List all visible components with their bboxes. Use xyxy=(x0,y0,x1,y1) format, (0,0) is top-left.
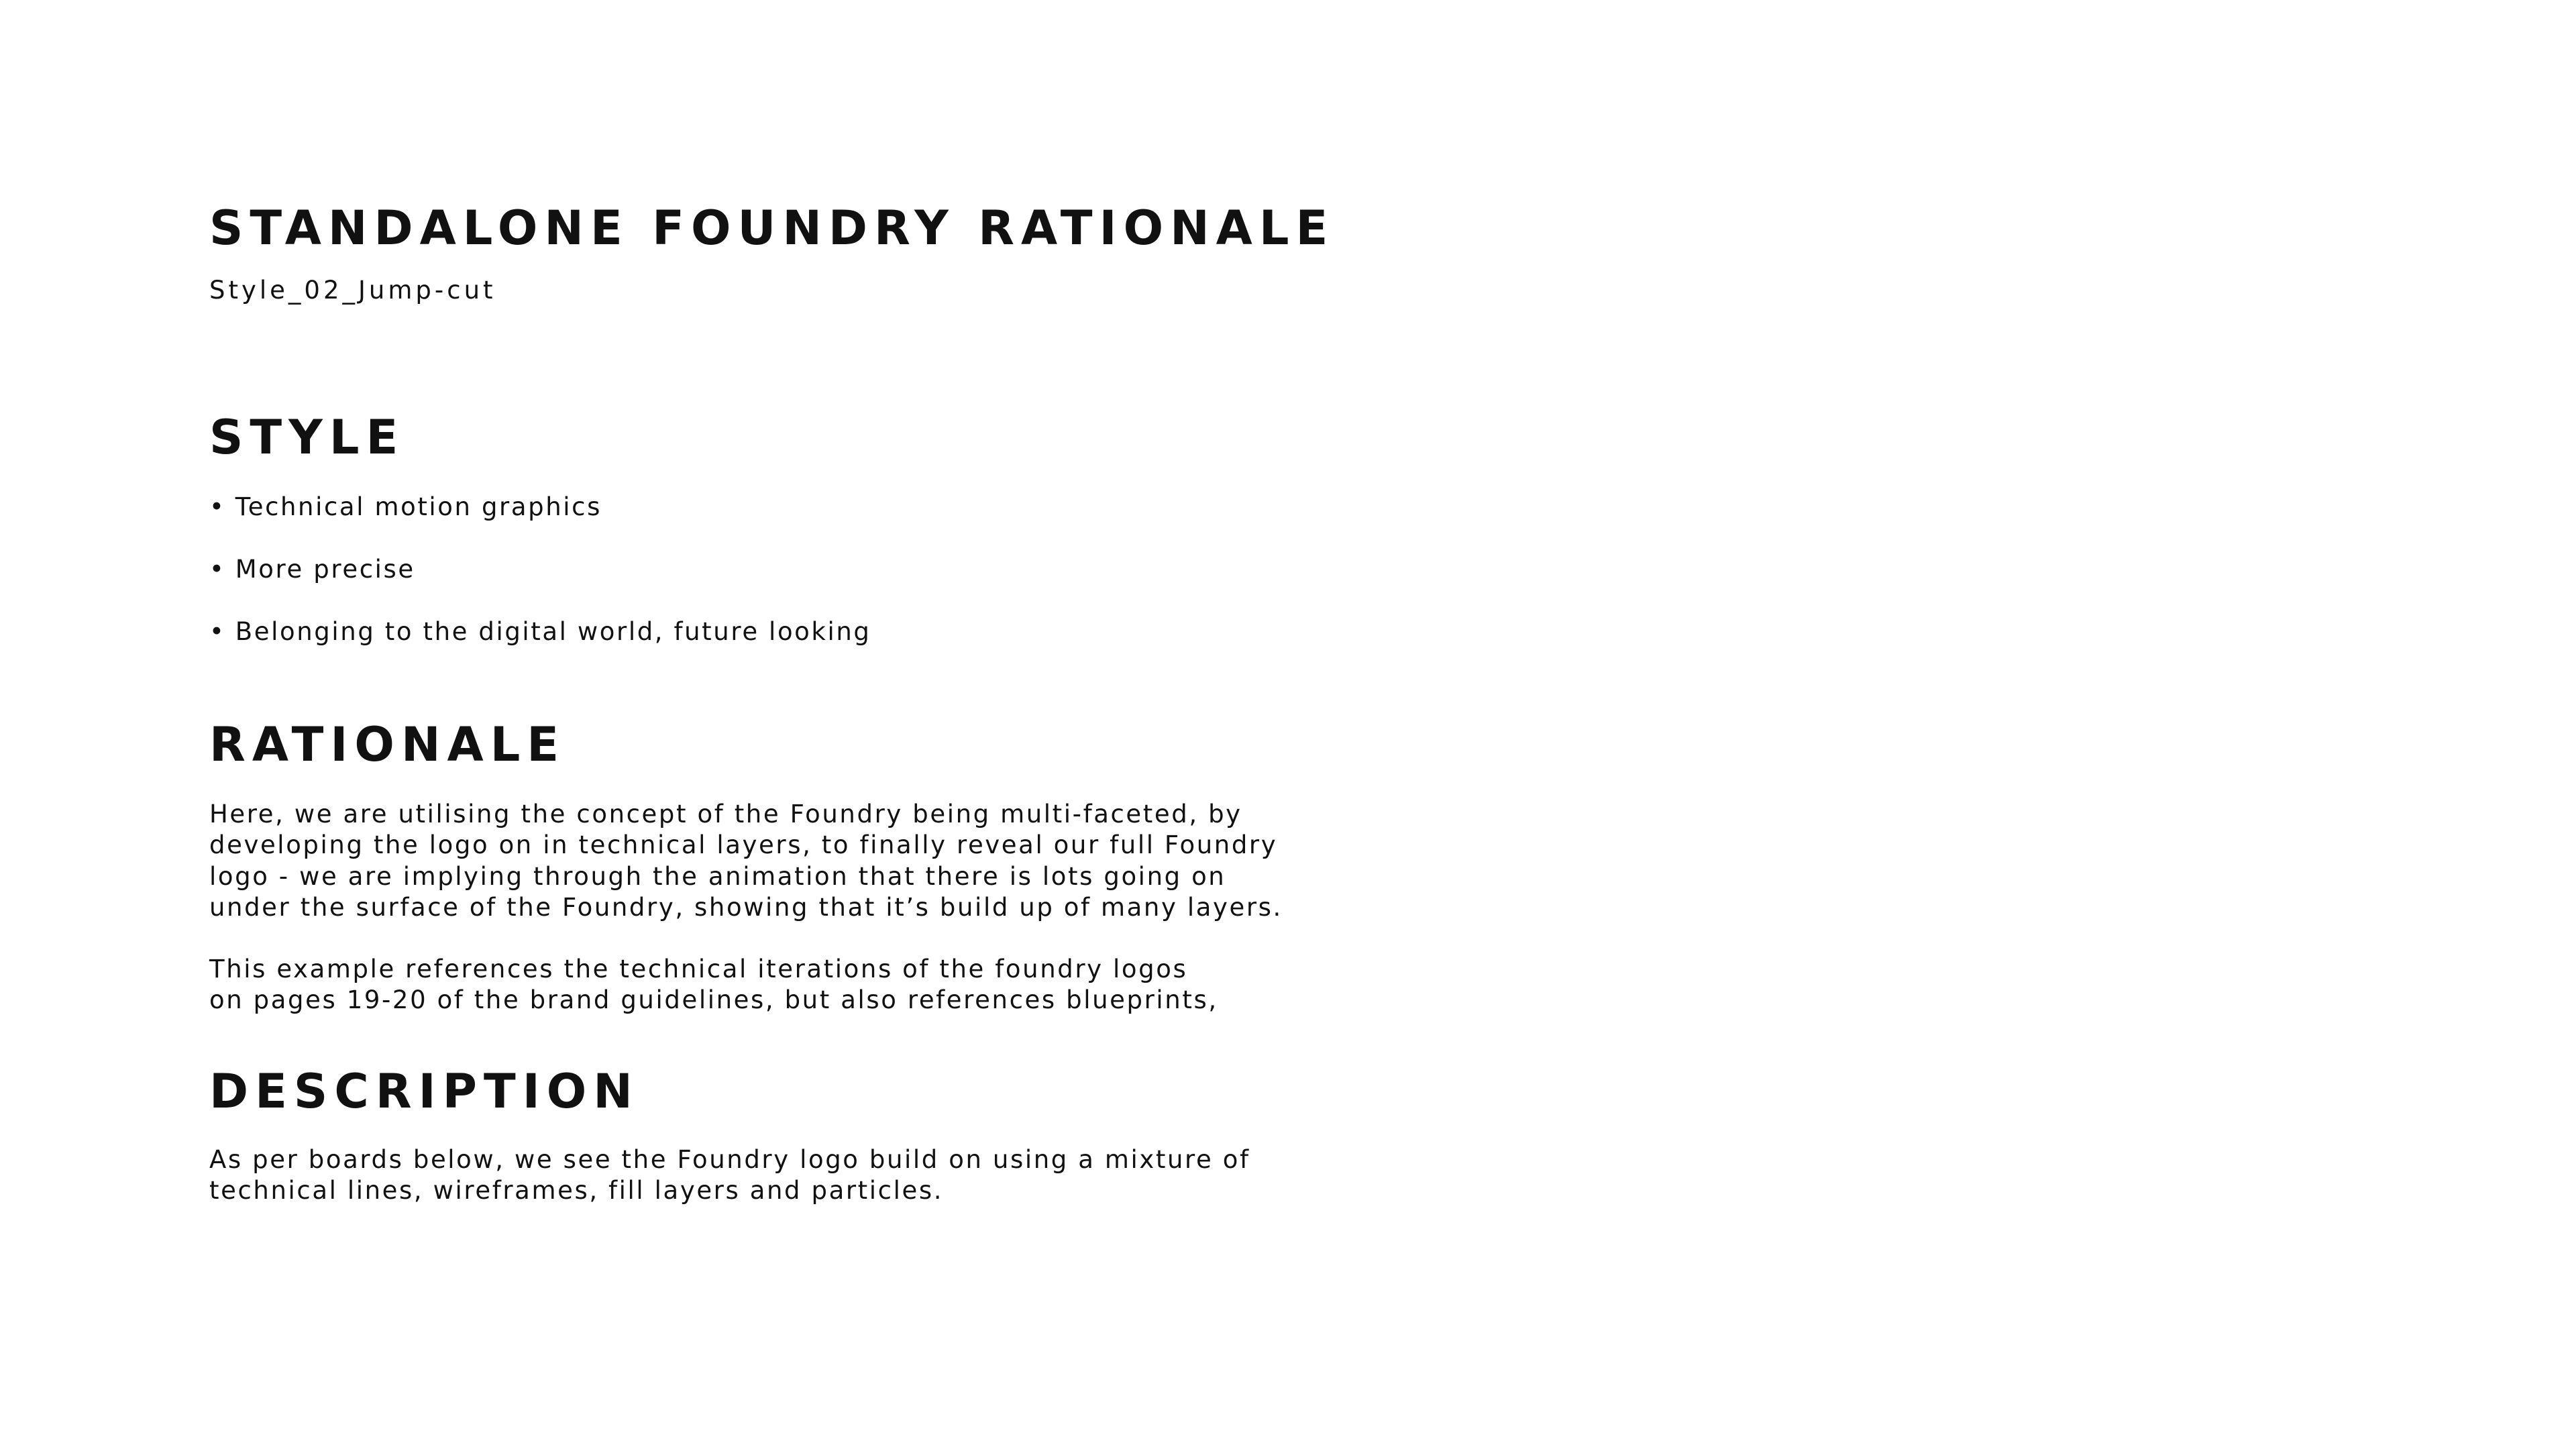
rationale-paragraph-line: developing the logo on in technical layers, to finally reveal our full Foundry xyxy=(209,830,1278,859)
style-bullet: • Belonging to the digital world, future looking xyxy=(209,617,871,646)
description-heading: DESCRIPTION xyxy=(209,1064,639,1119)
rationale-paragraph-line: under the surface of the Foundry, showing that it’s build up of many layers. xyxy=(209,893,1283,922)
description-paragraph-line: As per boards below, we see the Foundry logo build on using a mixture of xyxy=(209,1145,1250,1174)
rationale-paragraph-line: Here, we are utilising the concept of the Foundry being multi-faceted, by xyxy=(209,800,1242,828)
rationale-paragraph-line: This example references the technical iterations of the foundry logos xyxy=(209,955,1188,983)
description-paragraph-line: technical lines, wireframes, fill layers and particles. xyxy=(209,1176,944,1205)
rationale-paragraph-line: on pages 19-20 of the brand guidelines, but also references blueprints, xyxy=(209,985,1218,1014)
rationale-paragraph-line: logo - we are implying through the animation that there is lots going on xyxy=(209,862,1226,891)
rationale-heading: RATIONALE xyxy=(209,717,566,772)
style-heading: STYLE xyxy=(209,410,405,465)
style-bullet: • More precise xyxy=(209,555,415,584)
page-subtitle: Style_02_Jump-cut xyxy=(209,276,496,305)
page-title: STANDALONE FOUNDRY RATIONALE xyxy=(209,201,1335,256)
style-bullet: • Technical motion graphics xyxy=(209,492,602,521)
